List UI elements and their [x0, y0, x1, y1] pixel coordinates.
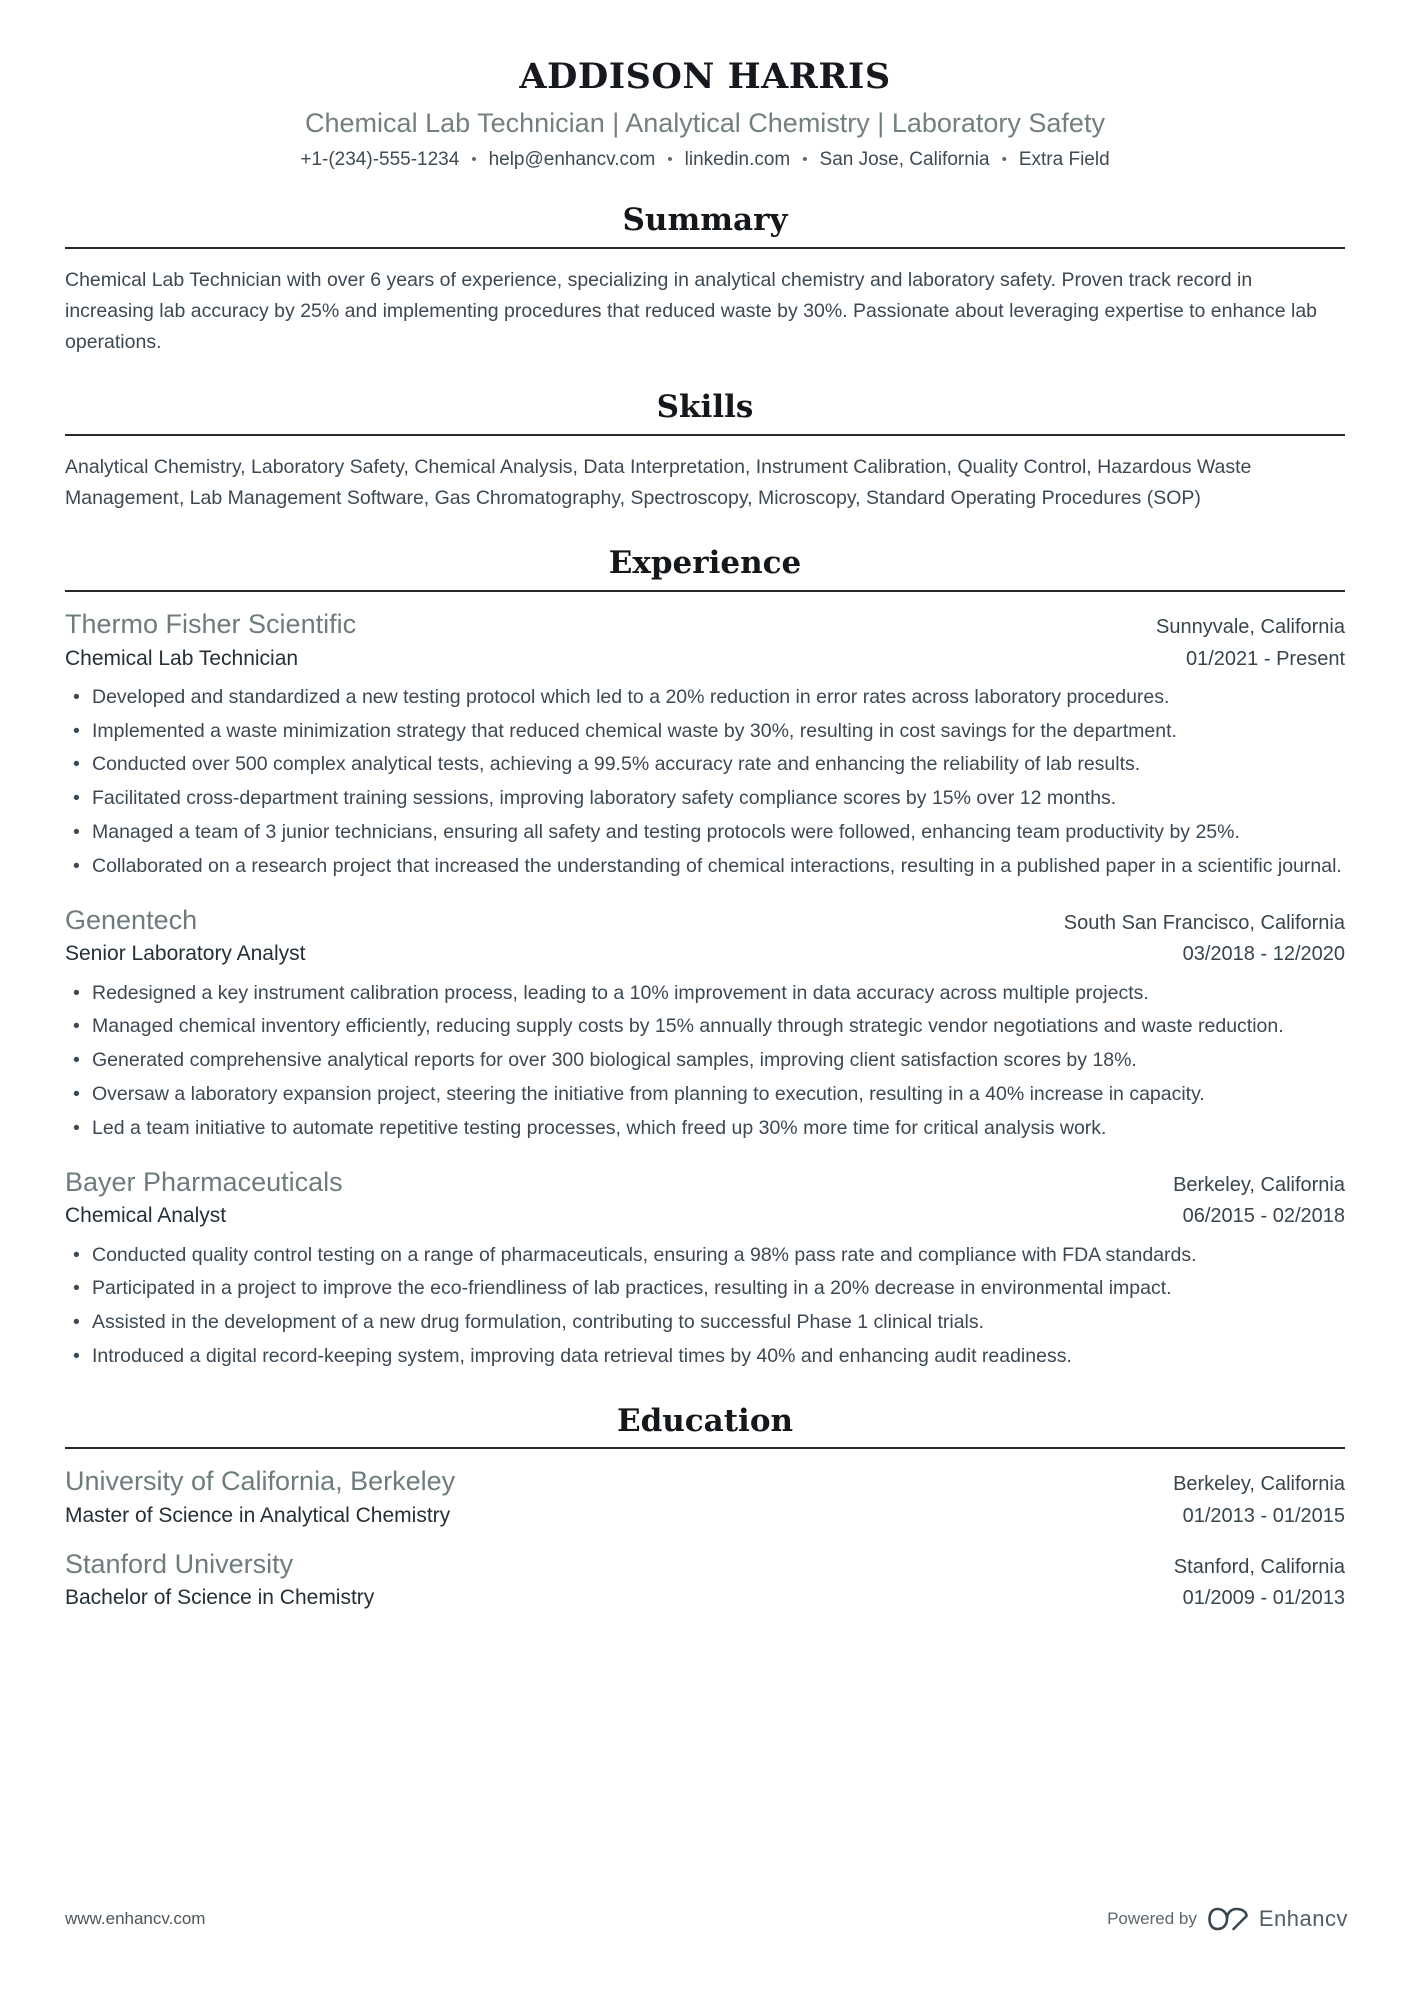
education-section — [65, 1404, 1345, 1612]
candidate-headline: Chemical Lab Technician | Analytical Chemistry | Laboratory Safety — [305, 107, 1105, 138]
job-title: Chemical Lab Technician — [65, 646, 299, 670]
enhancv-site-link[interactable]: www.enhancv.com — [65, 1909, 206, 1928]
summary-heading: Summary — [622, 201, 788, 238]
section-divider — [65, 247, 1345, 249]
bullet-item: • Collaborated on a research project that increased the understanding of chemical interactions, resulting in a published paper in a scientific journal. — [65, 851, 1345, 882]
school-name: Stanford University — [65, 1548, 294, 1579]
section-divider — [65, 434, 1345, 436]
degree-dates: 01/2013 - 01/2015 — [1182, 1505, 1345, 1528]
bullet-item: • Conducted quality control testing on a range of pharmaceuticals, ensuring a 98% pass rate and compliance with FDA standards. — [65, 1240, 1345, 1271]
company-name: Bayer Pharmaceuticals — [65, 1166, 343, 1197]
bullet-item: • Generated comprehensive analytical reports for over 300 biological samples, improving client satisfaction scores by 18%. — [65, 1045, 1345, 1076]
experience-entry — [65, 608, 1345, 882]
school-name: University of California, Berkeley — [65, 1466, 456, 1497]
enhancv-logo-icon — [1207, 1905, 1249, 1933]
powered-by-block — [1107, 1905, 1348, 1933]
company-location: South San Francisco, California — [1063, 911, 1345, 934]
experience-heading: Experience — [608, 545, 802, 582]
job-bullets — [65, 1240, 1345, 1372]
contact-phone: +1-(234)-555-1234 — [300, 148, 460, 170]
experience-entry — [65, 904, 1345, 1144]
powered-by-label: Powered by — [1107, 1909, 1197, 1928]
contact-linkedin-link[interactable]: • linkedin.com — [655, 149, 790, 171]
bullet-item: • Oversaw a laboratory expansion project, steering the initiative from planning to execution, resulting in a 40% increase in capacity. — [65, 1079, 1345, 1110]
skills-heading: Skills — [656, 389, 754, 426]
company-name: Thermo Fisher Scientific — [65, 608, 357, 639]
contact-row — [65, 149, 1345, 171]
bullet-item: • Led a team initiative to automate repetitive testing processes, which freed up 30% more time for critical analysis work. — [65, 1113, 1345, 1144]
summary-text: Chemical Lab Technician with over 6 years of experience, specializing in analytical chemistry and laboratory safety. Proven track record in increasing lab accuracy by 25% and implementing procedures that reduced waste by 30%. Passionate about leveraging expertise to enhance lab operations. — [65, 268, 1318, 353]
degree-name: Bachelor of Science in Chemistry — [65, 1586, 375, 1610]
bullet-item: • Redesigned a key instrument calibration process, leading to a 10% improvement in data accuracy across multiple projects. — [65, 978, 1345, 1009]
company-location: Sunnyvale, California — [1156, 615, 1345, 638]
resume-header — [65, 58, 1345, 171]
school-location: Berkeley, California — [1173, 1473, 1345, 1496]
summary-section — [65, 203, 1345, 358]
job-bullets — [65, 978, 1345, 1144]
job-title: Senior Laboratory Analyst — [65, 942, 306, 966]
job-dates: 06/2015 - 02/2018 — [1182, 1205, 1345, 1228]
education-entry — [65, 1465, 1345, 1529]
contact-location: • San Jose, California — [790, 149, 989, 171]
enhancv-wordmark[interactable]: Enhancv — [1258, 1906, 1348, 1931]
section-divider — [65, 1447, 1345, 1449]
degree-name: Master of Science in Analytical Chemistry — [65, 1504, 451, 1528]
experience-entry — [65, 1166, 1345, 1372]
degree-dates: 01/2009 - 01/2013 — [1182, 1587, 1345, 1610]
bullet-item: • Implemented a waste minimization strategy that reduced chemical waste by 30%, resulting in cost savings for the department. — [65, 716, 1345, 747]
page-footer — [65, 1905, 1348, 1933]
company-name: Genentech — [65, 904, 198, 935]
education-heading: Education — [616, 1402, 794, 1439]
school-location: Stanford, California — [1173, 1555, 1345, 1578]
bullet-item: • Conducted over 500 complex analytical tests, achieving a 99.5% accuracy rate and enhancing the reliability of lab results. — [65, 749, 1345, 780]
job-title: Chemical Analyst — [65, 1204, 227, 1228]
contact-email-link[interactable]: • help@enhancv.com — [459, 149, 655, 171]
job-dates: 01/2021 - Present — [1186, 647, 1345, 670]
bullet-item: • Assisted in the development of a new drug formulation, contributing to successful Phase 1 clinical trials. — [65, 1307, 1345, 1338]
job-dates: 03/2018 - 12/2020 — [1182, 943, 1345, 966]
contact-extra-field: • Extra Field — [990, 149, 1110, 171]
candidate-name: ADDISON HARRIS — [519, 56, 891, 97]
company-location: Berkeley, California — [1173, 1173, 1345, 1196]
bullet-item: • Facilitated cross-department training sessions, improving laboratory safety compliance scores by 15% over 12 months. — [65, 783, 1345, 814]
bullet-item: • Introduced a digital record-keeping system, improving data retrieval times by 40% and enhancing audit readiness. — [65, 1341, 1345, 1372]
section-divider — [65, 590, 1345, 592]
skills-section — [65, 390, 1345, 514]
bullet-item: • Developed and standardized a new testing protocol which led to a 20% reduction in error rates across laboratory procedures. — [65, 682, 1345, 713]
bullet-item: • Managed a team of 3 junior technicians, ensuring all safety and testing protocols were followed, enhancing team productivity by 25%. — [65, 817, 1345, 848]
education-entry — [65, 1548, 1345, 1612]
bullet-item: • Managed chemical inventory efficiently, reducing supply costs by 15% annually through strategic vendor negotiations and waste reduction. — [65, 1011, 1345, 1042]
experience-section — [65, 546, 1345, 1372]
job-bullets — [65, 682, 1345, 882]
skills-text: Analytical Chemistry, Laboratory Safety, Chemical Analysis, Data Interpretation, Instrument Calibration, Quality Control, Hazardous Waste Management, Lab Management Software, Gas Chromatography, Spectroscopy, Microscopy, Standard Operating Procedures (SOP) — [65, 455, 1252, 509]
bullet-item: • Participated in a project to improve the eco-friendliness of lab practices, resulting in a 20% decrease in environmental impact. — [65, 1273, 1345, 1304]
